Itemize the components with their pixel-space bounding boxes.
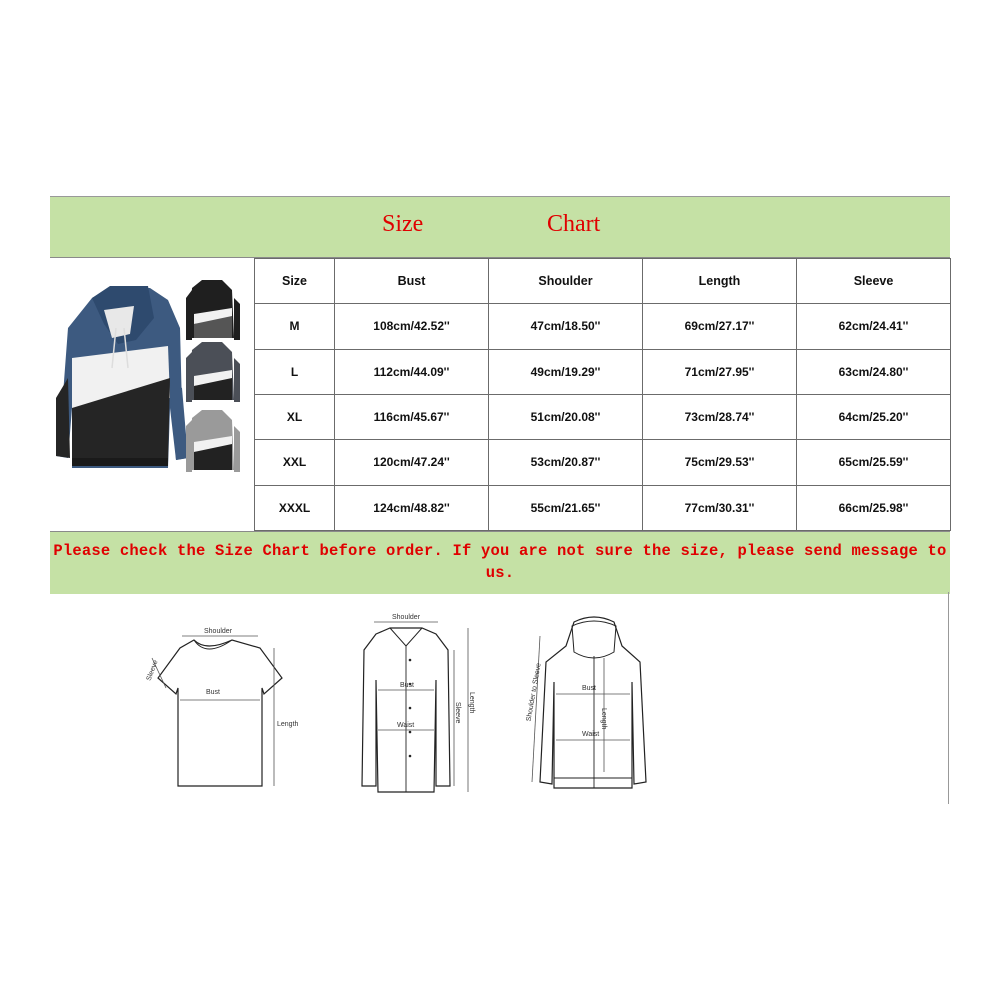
table-row [255,394,951,439]
cell-shoulder: 51cm/20.08'' [489,394,643,439]
table-row [255,440,951,485]
cell-shoulder: 47cm/18.50'' [489,304,643,349]
order-note: Please check the Size Chart before order. If you are not sure the size, please send message to us. [53,542,947,582]
title-chart: Chart [547,211,601,237]
cell-bust: 120cm/47.24'' [335,440,489,485]
cell-sleeve: 65cm/25.59'' [797,440,951,485]
tshirt-bust-label: Bust [206,689,221,696]
hoodie-product-image [50,258,254,531]
cell-sleeve: 64cm/25.20'' [797,394,951,439]
col-header-size: Size [255,259,335,304]
cell-bust: 112cm/44.09'' [335,349,489,394]
cell-size: M [255,304,335,349]
note-band [50,531,950,594]
table-header-row [255,259,951,304]
table-row [255,485,951,530]
size-table [254,258,951,531]
cell-size: XL [255,394,335,439]
right-edge-line [948,592,949,804]
cell-sleeve: 66cm/25.98'' [797,485,951,530]
col-header-bust: Bust [335,259,489,304]
product-photos [50,258,254,531]
cell-length: 75cm/29.53'' [643,440,797,485]
size-table-area [50,258,950,531]
tshirt-diagram [136,618,308,798]
table-row [255,349,951,394]
shirt-bust-label: Bust [400,682,415,689]
thumbnail-light [186,410,240,472]
tshirt-sleeve-label: Sleeve [145,659,160,682]
cell-size: L [255,349,335,394]
cell-size: XXXL [255,485,335,530]
shirt-waist-label: Waist [397,722,415,729]
cell-bust: 116cm/45.67'' [335,394,489,439]
main-hoodie-image [56,286,188,468]
cell-shoulder: 53cm/20.87'' [489,440,643,485]
hoodie-length-label: Length [600,708,607,730]
shirt-diagram [326,610,486,800]
hoodie-bust-label: Bust [582,685,597,692]
hoodie-shoulder-to-sleeve-label: Shoulder to Sleeve [525,662,543,722]
hoodie-waist-label: Waist [582,731,600,738]
thumbnail-grey [186,342,240,402]
col-header-sleeve: Sleeve [797,259,951,304]
col-header-length: Length [643,259,797,304]
col-header-shoulder: Shoulder [489,259,643,304]
tshirt-length-label: Length [277,721,299,728]
table-row [255,304,951,349]
cell-length: 77cm/30.31'' [643,485,797,530]
cell-length: 71cm/27.95'' [643,349,797,394]
size-chart [50,196,950,594]
cell-sleeve: 63cm/24.80'' [797,349,951,394]
shirt-shoulder-label: Shoulder [392,614,421,621]
cell-length: 73cm/28.74'' [643,394,797,439]
cell-length: 69cm/27.17'' [643,304,797,349]
tshirt-shoulder-label: Shoulder [204,628,233,635]
cell-bust: 108cm/42.52'' [335,304,489,349]
cell-bust: 124cm/48.82'' [335,485,489,530]
shirt-sleeve-label: Sleeve [454,702,461,724]
cell-shoulder: 55cm/21.65'' [489,485,643,530]
thumbnail-charcoal [186,280,240,340]
title-band [50,197,950,258]
cell-shoulder: 49cm/19.29'' [489,349,643,394]
cell-sleeve: 62cm/24.41'' [797,304,951,349]
hoodie-diagram [510,612,670,802]
title-size: Size [382,211,424,237]
cell-size: XXL [255,440,335,485]
shirt-length-label: Length [468,692,475,714]
